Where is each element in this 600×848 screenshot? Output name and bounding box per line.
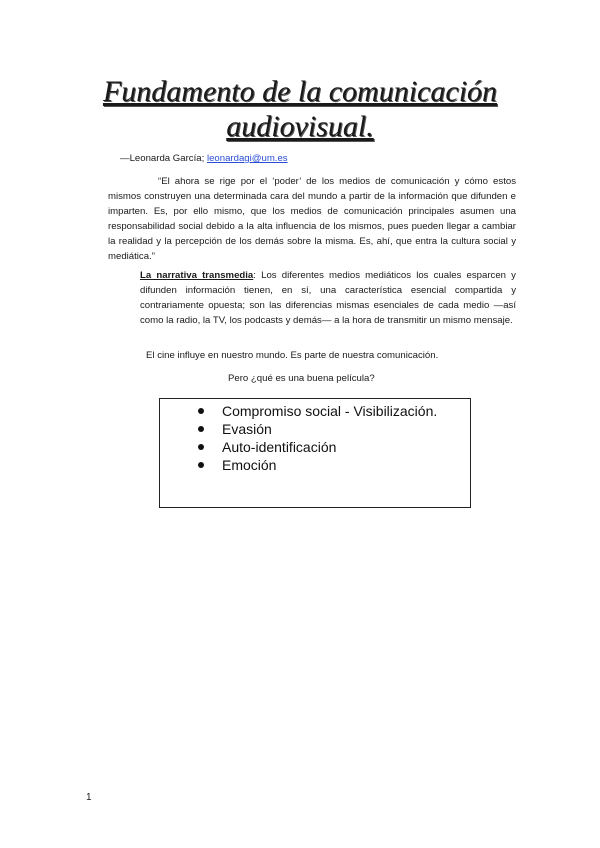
intro-quote: “El ahora se rige por el ‘poder’ de los medios de comunicación y cómo estos mismos construyen una determinada cara del mundo a partir de la información que difunden e imparten. Es, por ello mismo, que los medios de comunicación principales asumen una responsabilidad social debido a la alta influencia de los mismos, pues pueden llegar a cambiar la realidad y la percepción de los demás sobre la misma. Es, ahí, que entra la cultura social y mediática.” bbox=[108, 176, 516, 262]
list-item: Auto-identificación bbox=[194, 438, 470, 456]
cine-sentence: El cine influye en nuestro mundo. Es parte de nuestra comunicación. bbox=[146, 350, 439, 361]
list-item: Evasión bbox=[194, 420, 470, 438]
bullet-list-box bbox=[159, 398, 471, 508]
narrativa-text: : Los diferentes medios mediáticos los cuales esparcen y difunden información tienen, en sí, una característica esencial compartida y contrariamente opuesta; son las diferencias mismas esenciales de cada medio —así como la radio, la TV, los podcasts y demás— a la hora de transmitir un mismo mensaje. bbox=[140, 270, 516, 326]
bullet-dot-icon bbox=[198, 462, 204, 468]
author-name: —Leonarda García; bbox=[120, 153, 207, 164]
bullet-list bbox=[160, 399, 470, 474]
author-email-link[interactable]: leonardagi@um.es bbox=[206, 153, 288, 164]
narrativa-paragraph bbox=[140, 268, 516, 328]
bullet-dot-icon bbox=[198, 426, 204, 432]
bullet-dot-icon bbox=[198, 408, 204, 414]
byline bbox=[120, 153, 288, 164]
document-title: Fundamento de la comunicación audiovisual. bbox=[102, 75, 498, 143]
question-sentence: Pero ¿qué es una buena película? bbox=[228, 373, 375, 384]
page-number: 1 bbox=[86, 792, 92, 803]
list-item: Compromiso social - Visibilización. bbox=[194, 402, 470, 420]
narrativa-label: La narrativa transmedia bbox=[140, 270, 254, 281]
list-item: Emoción bbox=[194, 456, 470, 474]
bullet-dot-icon bbox=[198, 444, 204, 450]
